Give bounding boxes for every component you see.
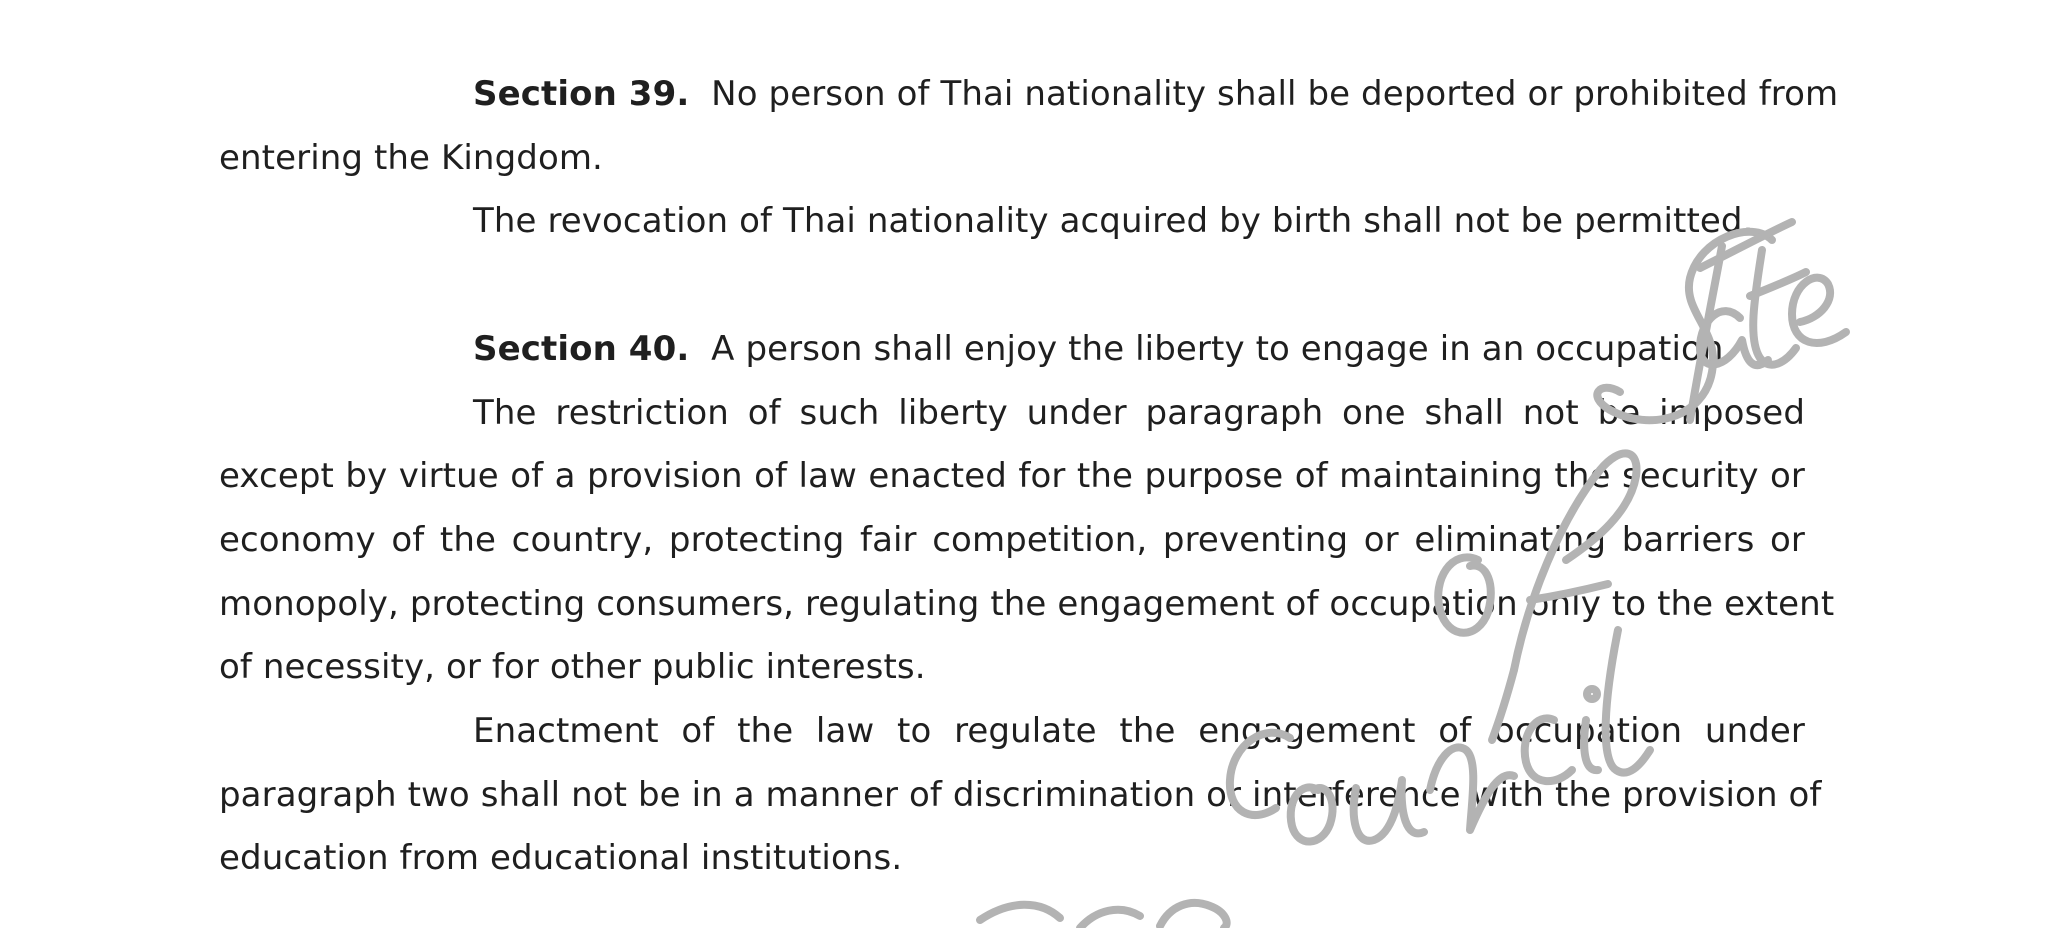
section-40-heading: Section 40. [473, 329, 690, 369]
section-40-paragraph-3-line: paragraph two shall not be in a manner of discrimination or interference with the provision of [219, 775, 1822, 815]
section-39-first-line [473, 62, 1839, 126]
section-40-paragraph-2-line: except by virtue of a provision of law enacted for the purpose of maintaining the security or [219, 456, 1805, 496]
section-40-paragraph-2-line: The restriction of such liberty under paragraph one shall not be imposed [473, 393, 1805, 433]
section-39-heading: Section 39. [473, 74, 690, 114]
section-40-paragraph-2-line: monopoly, protecting consumers, regulating the engagement of occupation only to the extent [219, 584, 1835, 624]
section-39-text-line-2: entering the Kingdom. [219, 138, 603, 178]
section-40-paragraph-2-line: economy of the country, protecting fair competition, preventing or eliminating barriers or [219, 520, 1805, 560]
section-40-first-line [473, 317, 1805, 381]
section-39-text-line-1: No person of Thai nationality shall be deported or prohibited from [711, 74, 1839, 114]
section-40-paragraph-3-line: education from educational institutions. [219, 838, 903, 878]
section-39-paragraph-2: The revocation of Thai nationality acquired by birth shall not be permitted. [473, 201, 1754, 241]
section-40-paragraph-2-line: of necessity, or for other public interests. [219, 647, 926, 687]
section-40-paragraph-3-line: Enactment of the law to regulate the engagement of occupation under [473, 711, 1805, 751]
section-40-text-line-1: A person shall enjoy the liberty to engage in an occupation. [711, 329, 1735, 369]
